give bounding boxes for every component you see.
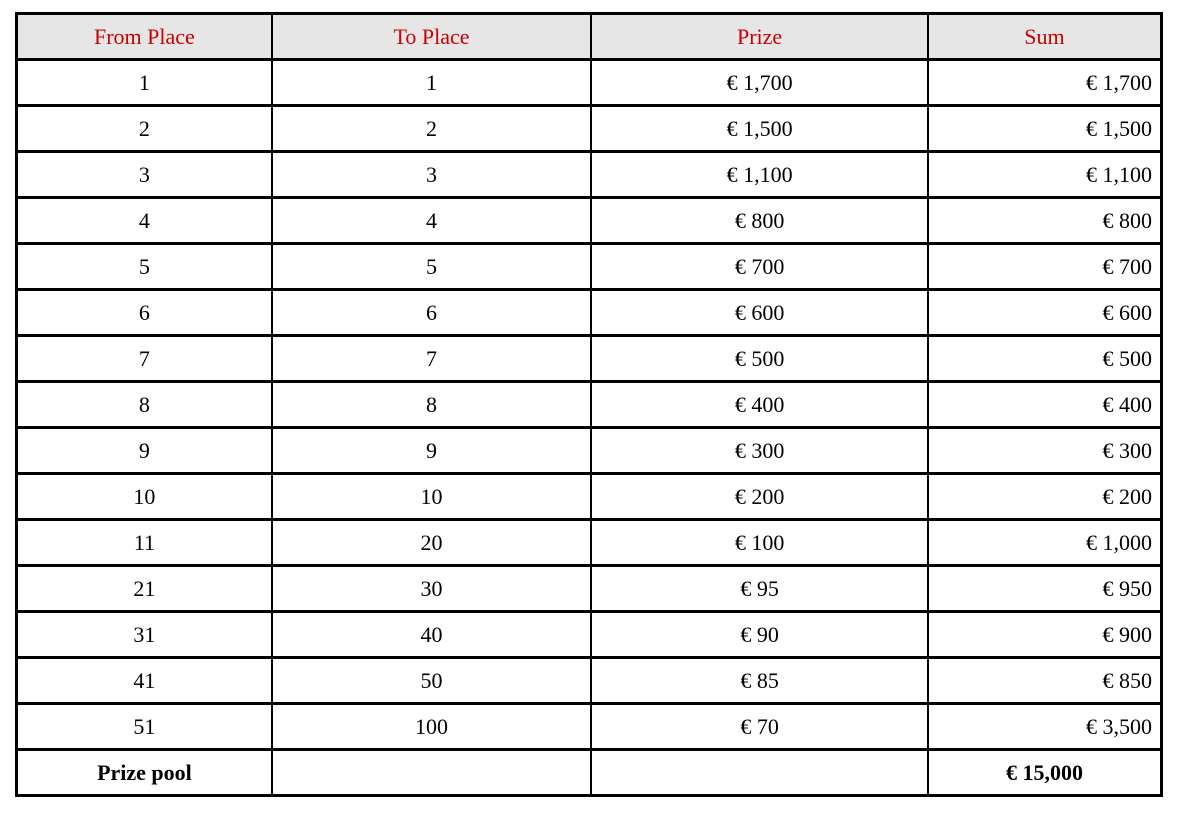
to-place-cell: 4: [272, 198, 591, 244]
sum-cell: € 300: [928, 428, 1162, 474]
sum-cell: € 1,000: [928, 520, 1162, 566]
from-place-cell: 3: [17, 152, 272, 198]
to-place-cell: 50: [272, 658, 591, 704]
prize-pool-total-cell: € 15,000: [928, 750, 1162, 796]
sum-cell: € 500: [928, 336, 1162, 382]
table-row: [17, 60, 1162, 106]
table-row: [17, 198, 1162, 244]
table-row: [17, 520, 1162, 566]
table-row: [17, 566, 1162, 612]
from-place-cell: 11: [17, 520, 272, 566]
sum-cell: € 3,500: [928, 704, 1162, 750]
sum-cell: € 1,700: [928, 60, 1162, 106]
prize-cell: € 200: [591, 474, 928, 520]
table-row: [17, 152, 1162, 198]
to-place-cell: 1: [272, 60, 591, 106]
prize-cell: € 400: [591, 382, 928, 428]
to-place-cell: 8: [272, 382, 591, 428]
table-row: [17, 474, 1162, 520]
from-place-cell: 21: [17, 566, 272, 612]
to-place-cell: 9: [272, 428, 591, 474]
sum-cell: € 950: [928, 566, 1162, 612]
prize-cell: € 100: [591, 520, 928, 566]
table-row: [17, 612, 1162, 658]
table-row: [17, 428, 1162, 474]
table-row: [17, 336, 1162, 382]
prize-cell: € 85: [591, 658, 928, 704]
from-place-cell: 9: [17, 428, 272, 474]
to-place-cell: 40: [272, 612, 591, 658]
sum-cell: € 200: [928, 474, 1162, 520]
sum-cell: € 800: [928, 198, 1162, 244]
sum-cell: € 600: [928, 290, 1162, 336]
prize-cell: € 300: [591, 428, 928, 474]
prize-cell: € 500: [591, 336, 928, 382]
empty-cell: [272, 750, 591, 796]
table-row: [17, 290, 1162, 336]
from-place-cell: 4: [17, 198, 272, 244]
header-to-place: To Place: [272, 14, 591, 60]
table-row: [17, 244, 1162, 290]
header-from-place: From Place: [17, 14, 272, 60]
prize-pool-label-cell: Prize pool: [17, 750, 272, 796]
prize-cell: € 600: [591, 290, 928, 336]
table-row: [17, 704, 1162, 750]
to-place-cell: 2: [272, 106, 591, 152]
from-place-cell: 2: [17, 106, 272, 152]
to-place-cell: 10: [272, 474, 591, 520]
sum-cell: € 400: [928, 382, 1162, 428]
to-place-cell: 100: [272, 704, 591, 750]
header-sum: Sum: [928, 14, 1162, 60]
table-row: [17, 382, 1162, 428]
from-place-cell: 10: [17, 474, 272, 520]
prize-distribution-table: [15, 12, 1163, 797]
sum-cell: € 1,500: [928, 106, 1162, 152]
from-place-cell: 1: [17, 60, 272, 106]
prize-cell: € 1,100: [591, 152, 928, 198]
from-place-cell: 5: [17, 244, 272, 290]
table-row: [17, 658, 1162, 704]
table-row: [17, 106, 1162, 152]
prize-cell: € 90: [591, 612, 928, 658]
from-place-cell: 41: [17, 658, 272, 704]
sum-cell: € 850: [928, 658, 1162, 704]
from-place-cell: 7: [17, 336, 272, 382]
prize-cell: € 95: [591, 566, 928, 612]
header-row: [17, 14, 1162, 60]
prize-cell: € 700: [591, 244, 928, 290]
from-place-cell: 31: [17, 612, 272, 658]
prize-cell: € 1,500: [591, 106, 928, 152]
to-place-cell: 5: [272, 244, 591, 290]
to-place-cell: 7: [272, 336, 591, 382]
from-place-cell: 8: [17, 382, 272, 428]
to-place-cell: 6: [272, 290, 591, 336]
prize-cell: € 800: [591, 198, 928, 244]
to-place-cell: 30: [272, 566, 591, 612]
from-place-cell: 6: [17, 290, 272, 336]
from-place-cell: 51: [17, 704, 272, 750]
to-place-cell: 3: [272, 152, 591, 198]
sum-cell: € 900: [928, 612, 1162, 658]
prize-pool-row: [17, 750, 1162, 796]
header-prize: Prize: [591, 14, 928, 60]
prize-cell: € 70: [591, 704, 928, 750]
to-place-cell: 20: [272, 520, 591, 566]
prize-cell: € 1,700: [591, 60, 928, 106]
sum-cell: € 700: [928, 244, 1162, 290]
sum-cell: € 1,100: [928, 152, 1162, 198]
empty-cell: [591, 750, 928, 796]
